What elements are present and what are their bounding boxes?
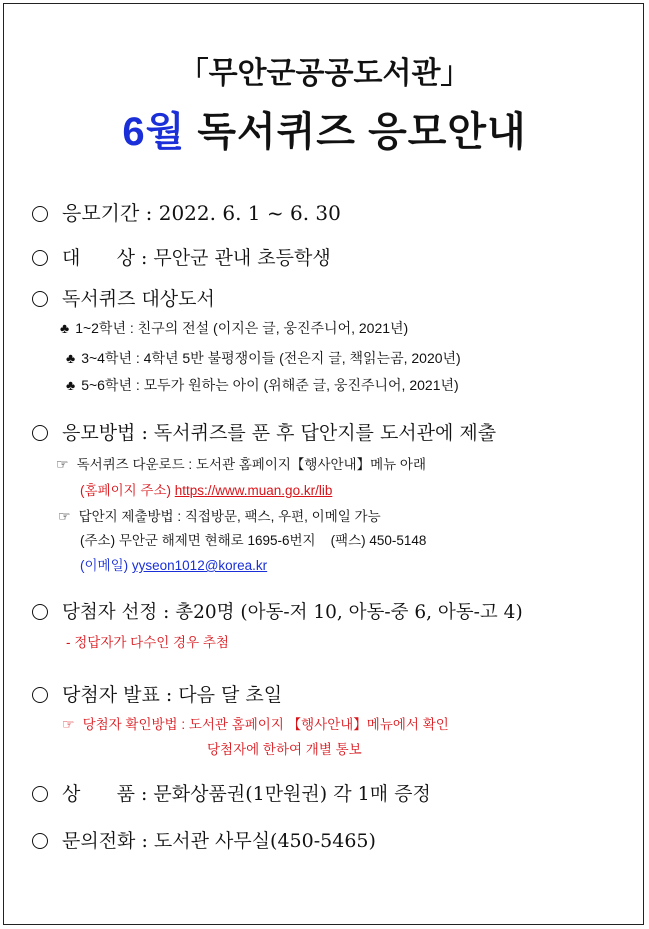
method-text: 응모방법 : 독서퀴즈를 푼 후 답안지를 도서관에 제출 (62, 422, 497, 444)
download-line (56, 453, 426, 473)
submit-line (58, 505, 381, 525)
club-icon: ♣ (66, 350, 76, 366)
contact-text: 문의전화 : 도서관 사무실(450-5465) (62, 830, 376, 852)
document-page (3, 3, 644, 925)
lottery-note: - 정답자가 다수인 경우 추첨 (66, 635, 229, 650)
address-line: (주소) 무안군 해제면 현해로 1695-6번지 (팩스) 450-5148 (80, 533, 427, 548)
book-text: 1~2학년 : 친구의 전설 (이지은 글, 웅진주니어, 2021년) (75, 320, 409, 336)
circle-bullet-icon (32, 687, 48, 703)
email-link[interactable]: yyseon1012@korea.kr (131, 558, 268, 573)
circle-bullet-icon (32, 604, 48, 620)
confirm-text: 당첨자 확인방법 : 도서관 홈페이지 【행사안내】메뉴에서 확인 (82, 717, 449, 732)
book-text: 3~4학년 : 4학년 5반 불평쟁이들 (전은지 글, 책읽는곰, 2020년) (81, 350, 461, 366)
period-text: 응모기간 : 2022. 6. 1 ~ 6. 30 (62, 201, 341, 225)
winners-text: 당첨자 선정 : 총20명 (아동-저 10, 아동-중 6, 아동-고 4) (62, 602, 523, 623)
book-item (66, 375, 459, 395)
pointing-hand-icon: ☞ (56, 456, 69, 472)
section-books (32, 284, 215, 311)
confirm-line (62, 713, 449, 733)
homepage-label: (홈페이지 주소) (80, 483, 171, 498)
homepage-line (80, 479, 332, 499)
headline: 독서퀴즈 응모안내 (197, 110, 527, 154)
club-icon: ♣ (66, 377, 76, 393)
book-text: 5~6학년 : 모두가 원하는 아이 (위해준 글, 웅진주니어, 2021년) (81, 377, 459, 393)
prize-text: 상 품 : 문화상품권(1만원권) 각 1매 증정 (62, 783, 431, 805)
notify-line: 당첨자에 한하여 개별 통보 (207, 742, 362, 757)
library-title: 「무안군공공도서관」 (178, 57, 471, 90)
circle-bullet-icon (32, 250, 48, 266)
circle-bullet-icon (32, 786, 48, 802)
email-label: (이메일) (80, 558, 129, 573)
target-text: 대 상 : 무안군 관내 초등학생 (62, 247, 331, 269)
page-title (4, 100, 645, 157)
announce-text: 당첨자 발표 : 다음 달 초일 (62, 684, 283, 706)
section-prize (32, 779, 431, 806)
section-winners (32, 598, 523, 624)
month-label: 6월 (122, 110, 186, 154)
club-icon: ♣ (60, 320, 70, 336)
section-method (32, 418, 496, 445)
circle-bullet-icon (32, 425, 48, 441)
section-contact (32, 826, 376, 853)
homepage-link[interactable]: https://www.muan.go.kr/lib (174, 483, 333, 498)
pointing-hand-icon: ☞ (58, 508, 71, 524)
submit-text: 답안지 제출방법 : 직접방문, 팩스, 우편, 이메일 가능 (78, 509, 381, 524)
circle-bullet-icon (32, 833, 48, 849)
circle-bullet-icon (32, 291, 48, 307)
books-title-text: 독서퀴즈 대상도서 (62, 288, 215, 310)
email-line (80, 554, 267, 574)
download-text: 독서퀴즈 다운로드 : 도서관 홈페이지【행사안내】메뉴 아래 (76, 457, 427, 472)
section-period (32, 197, 341, 226)
book-item (66, 348, 461, 368)
section-announce (32, 680, 282, 707)
section-target (32, 243, 331, 270)
circle-bullet-icon (32, 206, 48, 222)
pointing-hand-icon: ☞ (62, 716, 75, 732)
book-item (60, 318, 408, 338)
